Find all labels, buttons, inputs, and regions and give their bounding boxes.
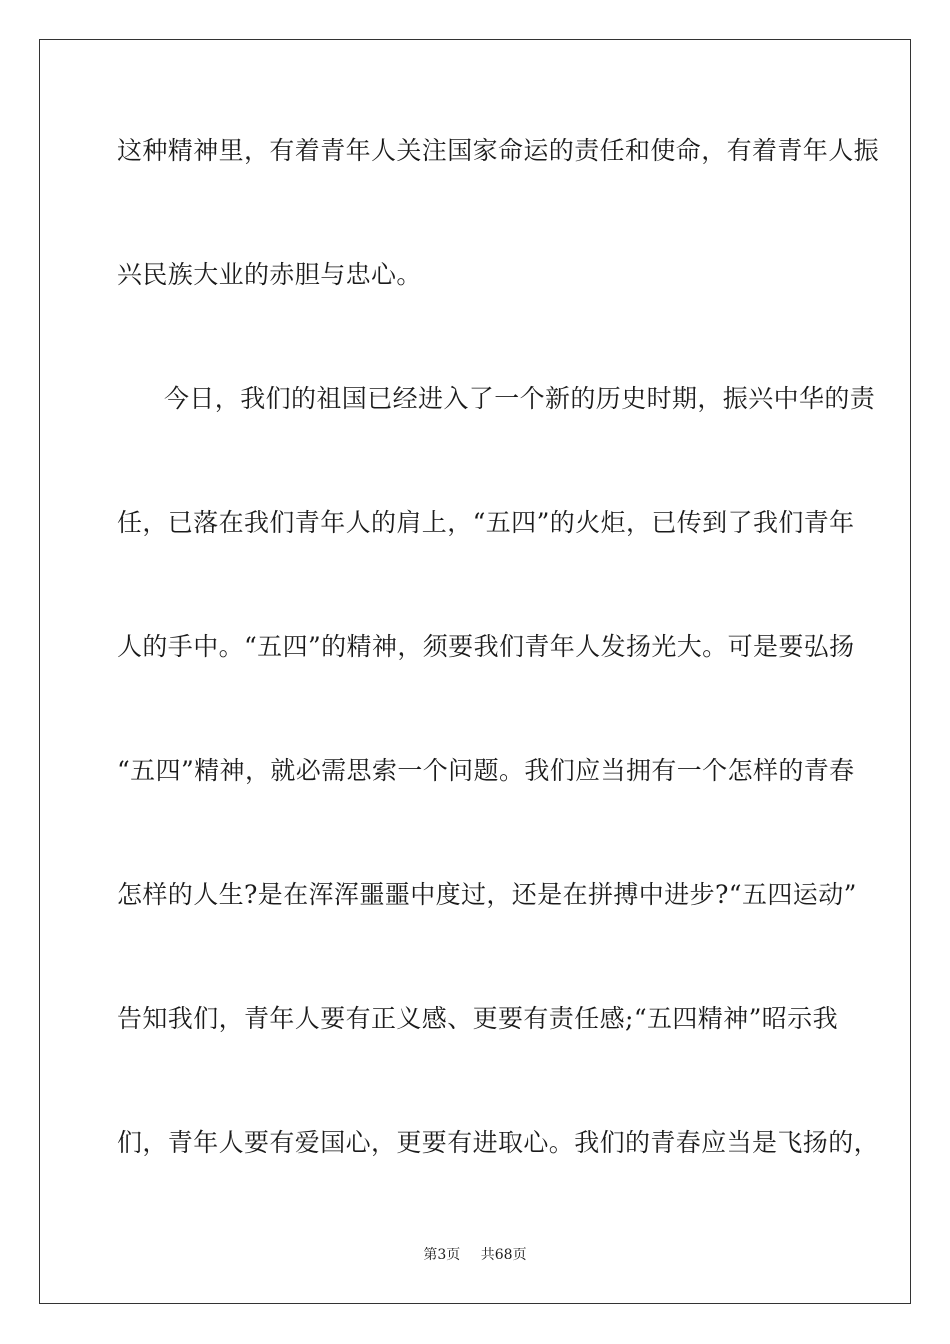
text-line: 任，已落在我们青年人的肩上，“五四”的火炬，已传到了我们青年 (117, 508, 855, 537)
text-line: 怎样的人生?是在浑浑噩噩中度过，还是在拼搏中进步?“五四运动” (117, 880, 857, 909)
text-line: 告知我们，青年人要有正义感、更要有责任感;“五四精神”昭示我 (117, 1004, 838, 1033)
paragraph-first-line: 今日，我们的祖国已经进入了一个新的历史时期，振兴中华的责 (164, 384, 876, 413)
page-number: 第3页 (423, 1247, 461, 1263)
page-footer (0, 1246, 950, 1264)
text-line: “五四”精神，就必需思索一个问题。我们应当拥有一个怎样的青春 (117, 756, 855, 785)
text-line: 兴民族大业的赤胆与忠心。 (117, 260, 422, 289)
page-border (39, 39, 911, 1304)
total-pages: 共68页 (480, 1247, 527, 1263)
text-line: 们，青年人要有爱国心，更要有进取心。我们的青春应当是飞扬的， (117, 1128, 880, 1157)
text-line: 人的手中。“五四”的精神，须要我们青年人发扬光大。可是要弘扬 (117, 632, 855, 661)
text-line: 这种精神里，有着青年人关注国家命运的责任和使命，有着青年人振 (117, 136, 880, 165)
